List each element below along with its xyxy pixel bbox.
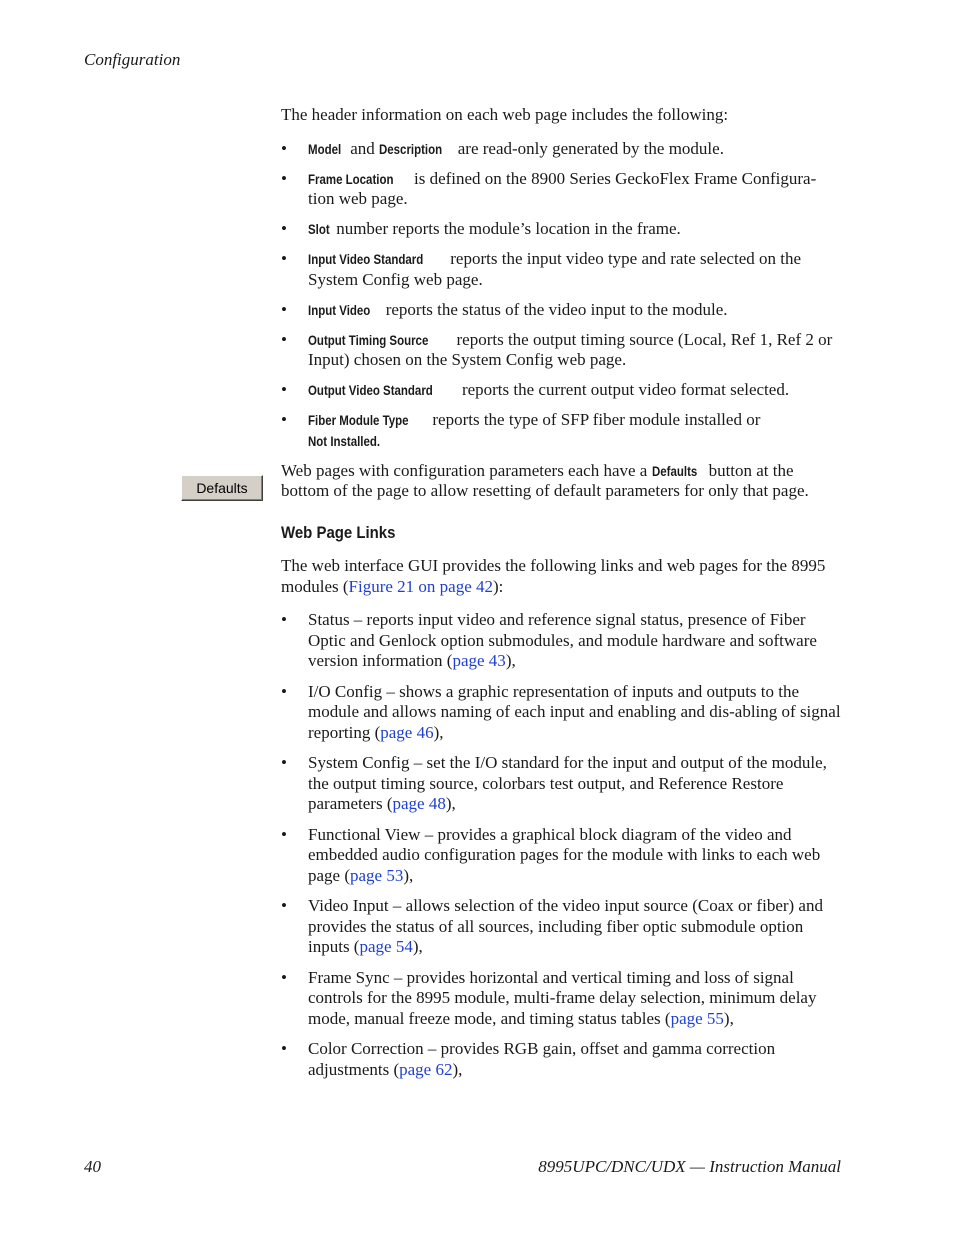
- item-tail: ),: [452, 1059, 463, 1079]
- list-item: [281, 330, 841, 371]
- item-text: reports the output timing source (Local, Ref 1, Ref 2 or Input) chosen on the System Config web page.: [308, 329, 833, 369]
- section-heading: Web Page Links: [281, 522, 396, 542]
- list-item: [281, 300, 841, 321]
- item-text: I/O Config – shows a graphic representation of inputs and outputs to the module and allows naming of each input and enabling and dis-abling of signal reporting (: [308, 681, 841, 742]
- item-text: Color Correction – provides RGB gain, offset and gamma correction adjustments (: [308, 1039, 776, 1079]
- item-tail: ),: [412, 937, 423, 956]
- defaults-button[interactable]: Defaults: [181, 475, 263, 501]
- item-text: number reports the module’s location in the frame.: [331, 219, 681, 238]
- page-link[interactable]: page 53: [350, 865, 404, 885]
- list-item: [281, 896, 841, 958]
- item-text: Frame Sync – provides horizontal and vertical timing and loss of signal controls for the 8995 module, multi-frame delay selection, minimum delay mode, manual freeze mode, and timing status tables (: [308, 967, 817, 1028]
- term-output-timing-source: Output Timing Source: [308, 331, 429, 348]
- item-tail: ),: [433, 722, 444, 742]
- item-text: Functional View – provides a graphical block diagram of the video and embedded audio configuration pages for the module with links to each web page (: [308, 824, 821, 885]
- page-link[interactable]: page 54: [359, 937, 413, 956]
- list-item: [281, 682, 841, 744]
- term-output-video-standard: Output Video Standard: [308, 382, 433, 398]
- list-item: [281, 219, 841, 240]
- term-not-installed: Not Installed.: [308, 432, 381, 449]
- item-tail: ),: [403, 865, 414, 885]
- item-text: Status – reports input video and reference signal status, presence of Fiber Optic and Genlock option submodules, and module hardware and software version information (: [308, 610, 817, 670]
- list-item: [281, 410, 841, 451]
- term-model: Model: [308, 140, 342, 157]
- term-defaults: Defaults: [651, 462, 697, 479]
- list-item: [281, 610, 841, 672]
- web-page-links-list: [281, 610, 841, 1080]
- links-intro-paragraph: [281, 556, 841, 597]
- item-text: reports the status of the video input to the module.: [381, 299, 728, 319]
- intro-paragraph: The header information on each web page includes the following:: [281, 105, 729, 124]
- term-input-video-standard: Input Video Standard: [308, 251, 424, 267]
- term-fiber-module-type: Fiber Module Type: [308, 412, 409, 428]
- page-link[interactable]: page 55: [670, 1008, 724, 1028]
- item-text: are read-only generated by the module.: [453, 138, 724, 158]
- list-item: [281, 249, 841, 290]
- term-description: Description: [378, 140, 443, 157]
- manual-title: 8995UPC/DNC/UDX — Instruction Manual: [538, 1157, 841, 1176]
- item-text: reports the type of SFP fiber module installed or: [428, 410, 761, 429]
- item-text: System Config – set the I/O standard for the input and output of the module, the output timing source, colorbars test output, and Reference Restore parameters (: [308, 753, 827, 813]
- links-intro-after: ):: [493, 576, 504, 596]
- page-link[interactable]: page 48: [392, 794, 446, 813]
- main-content: [281, 105, 841, 1090]
- item-tail: ),: [445, 794, 456, 813]
- list-item: [281, 753, 841, 815]
- list-item: [281, 169, 841, 210]
- term-slot: Slot: [308, 221, 330, 237]
- page-link[interactable]: page 62: [399, 1059, 453, 1079]
- item-text: reports the current output video format selected.: [457, 380, 790, 399]
- header-info-list: [281, 139, 841, 452]
- defaults-text-before: Web pages with configuration parameters each have a: [281, 460, 652, 480]
- term-input-video: Input Video: [308, 301, 371, 318]
- item-text: reports the input video type and rate selected on the System Config web page.: [308, 249, 802, 289]
- links-intro-before: The web interface GUI provides the following links and web pages for the 8995 modules (: [281, 556, 826, 596]
- item-tail: ),: [505, 651, 516, 670]
- list-item: [281, 139, 841, 160]
- list-item: [281, 968, 841, 1030]
- item-tail: ),: [723, 1008, 734, 1028]
- list-item: [281, 825, 841, 887]
- item-text: Video Input – allows selection of the video input source (Coax or fiber) and provides the status of all sources, including fiber optic submodule option inputs (: [308, 896, 823, 956]
- item-text: is defined on the 8900 Series GeckoFlex Frame Configura-tion web page.: [308, 168, 817, 208]
- list-item: [281, 380, 841, 401]
- list-item: [281, 1039, 841, 1080]
- page-link[interactable]: page 46: [380, 722, 434, 742]
- joiner: and: [345, 138, 379, 158]
- page-number: 40: [84, 1157, 101, 1176]
- figure-link[interactable]: Figure 21 on page 42: [348, 576, 494, 596]
- page-link[interactable]: page 43: [452, 651, 506, 670]
- defaults-text-after: button at the bottom of the page to allow resetting of default parameters for only that page.: [281, 460, 809, 500]
- running-header: Configuration: [84, 50, 181, 69]
- term-frame-location: Frame Location: [308, 170, 394, 187]
- defaults-paragraph: [281, 461, 841, 502]
